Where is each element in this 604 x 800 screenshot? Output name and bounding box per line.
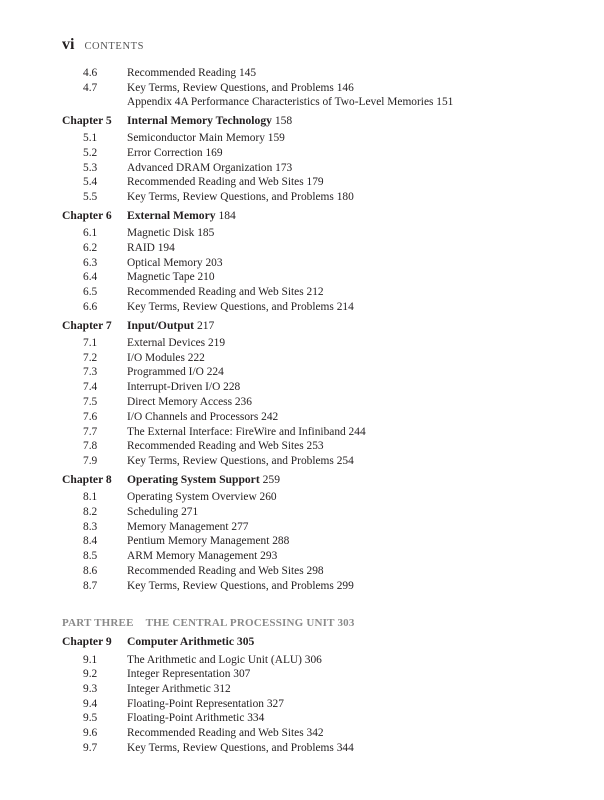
chapter-title: Computer Arithmetic — [127, 635, 235, 648]
section-title: Recommended Reading and Web Sites 212 — [127, 286, 324, 298]
part-label: PART THREE — [62, 617, 134, 629]
chapter-title: Operating System Support — [127, 473, 260, 486]
section-number: 8.1 — [83, 491, 98, 503]
section-number: 6.4 — [83, 271, 98, 283]
section-title: RAID 194 — [127, 242, 175, 254]
part-heading — [62, 616, 355, 631]
section-title: I/O Modules 222 — [127, 352, 205, 364]
section-number: 6.1 — [83, 227, 98, 239]
section-number: 7.7 — [83, 426, 98, 438]
section-title: Optical Memory 203 — [127, 257, 223, 269]
section-number: 7.8 — [83, 440, 98, 452]
section-title: External Devices 219 — [127, 337, 226, 349]
section-title: The External Interface: FireWire and Infiniband 244 — [127, 426, 366, 438]
section-number: 8.2 — [83, 506, 98, 518]
section-number: 9.5 — [83, 712, 98, 724]
section-number: 9.1 — [83, 654, 98, 666]
section-number: 6.3 — [83, 257, 98, 269]
section-title: Key Terms, Review Questions, and Problems 146 — [127, 82, 354, 94]
appendix-title: Appendix 4A Performance Characteristics of Two-Level Memories 151 — [127, 96, 454, 108]
section-number: 9.4 — [83, 698, 98, 710]
chapter-label: Chapter 8 — [62, 473, 112, 486]
section-number: 7.6 — [83, 411, 98, 423]
section-number: 8.5 — [83, 550, 98, 562]
section-title: Recommended Reading and Web Sites 179 — [127, 176, 324, 188]
section-title: Operating System Overview 260 — [127, 491, 277, 503]
part-title: THE CENTRAL PROCESSING UNIT 303 — [145, 617, 355, 629]
chapter-page: 158 — [274, 114, 293, 127]
section-number: 7.5 — [83, 396, 98, 408]
section-number: 7.9 — [83, 455, 98, 467]
section-number: 5.3 — [83, 162, 98, 174]
section-number: 6.6 — [83, 301, 98, 313]
page-number: vi — [62, 36, 75, 53]
section-title: ARM Memory Management 293 — [127, 550, 278, 562]
section-title: Integer Arithmetic 312 — [127, 683, 231, 695]
section-title: Magnetic Tape 210 — [127, 271, 215, 283]
chapter-page: 217 — [196, 319, 215, 332]
section-title: Key Terms, Review Questions, and Problems 180 — [127, 191, 354, 203]
section-number: 7.2 — [83, 352, 98, 364]
section-number: 7.3 — [83, 366, 98, 378]
section-title: I/O Channels and Processors 242 — [127, 411, 279, 423]
running-head: CONTENTS — [84, 41, 145, 52]
section-title: Direct Memory Access 236 — [127, 396, 252, 408]
page-header — [62, 36, 144, 54]
section-number: 5.5 — [83, 191, 98, 203]
section-number: 8.3 — [83, 521, 98, 533]
section-title: Programmed I/O 224 — [127, 366, 224, 378]
section-title: Floating-Point Arithmetic 334 — [127, 712, 265, 724]
section-number: 8.6 — [83, 565, 98, 577]
section-number: 9.2 — [83, 668, 98, 680]
section-title: Memory Management 277 — [127, 521, 249, 533]
section-title: Integer Representation 307 — [127, 668, 251, 680]
section-title: Recommended Reading and Web Sites 298 — [127, 565, 324, 577]
section-title: Scheduling 271 — [127, 506, 199, 518]
chapter-page: 305 — [236, 635, 255, 648]
chapter-page: 184 — [218, 209, 236, 222]
section-title: Semiconductor Main Memory 159 — [127, 132, 285, 144]
section-number: 9.3 — [83, 683, 98, 695]
section-number: 5.1 — [83, 132, 98, 144]
section-title: The Arithmetic and Logic Unit (ALU) 306 — [127, 654, 322, 666]
chapter-title: Internal Memory Technology — [127, 114, 272, 127]
section-title: Interrupt-Driven I/O 228 — [127, 381, 241, 393]
section-title: Key Terms, Review Questions, and Problems 299 — [127, 580, 354, 592]
chapter-page: 259 — [262, 473, 280, 486]
section-number: 4.6 — [83, 67, 98, 79]
section-number: 5.4 — [83, 176, 98, 188]
chapter-title: External Memory — [127, 209, 216, 222]
section-number: 8.4 — [83, 535, 98, 547]
section-number: 7.1 — [83, 337, 98, 349]
chapter-label: Chapter 9 — [62, 635, 112, 648]
section-number: 6.2 — [83, 242, 98, 254]
section-title: Advanced DRAM Organization 173 — [127, 162, 293, 174]
chapter-label: Chapter 6 — [62, 209, 112, 222]
section-title: Key Terms, Review Questions, and Problems 214 — [127, 301, 354, 313]
section-title: Floating-Point Representation 327 — [127, 698, 284, 710]
section-title: Key Terms, Review Questions, and Problems 254 — [127, 455, 354, 467]
section-title: Recommended Reading and Web Sites 342 — [127, 727, 324, 739]
section-title: Error Correction 169 — [127, 147, 223, 159]
chapter-label: Chapter 7 — [62, 319, 112, 332]
section-number: 7.4 — [83, 381, 98, 393]
section-number: 8.7 — [83, 580, 98, 592]
section-number: 4.7 — [83, 82, 98, 94]
section-number: 9.7 — [83, 742, 98, 754]
section-number: 5.2 — [83, 147, 98, 159]
section-number: 6.5 — [83, 286, 98, 298]
section-title: Magnetic Disk 185 — [127, 227, 215, 239]
chapter-label: Chapter 5 — [62, 114, 112, 127]
section-number: 9.6 — [83, 727, 98, 739]
chapter-title: Input/Output — [127, 319, 195, 332]
section-title: Pentium Memory Management 288 — [127, 535, 290, 547]
section-title: Key Terms, Review Questions, and Problems 344 — [127, 742, 354, 754]
section-title: Recommended Reading and Web Sites 253 — [127, 440, 324, 452]
section-title: Recommended Reading 145 — [127, 67, 257, 79]
